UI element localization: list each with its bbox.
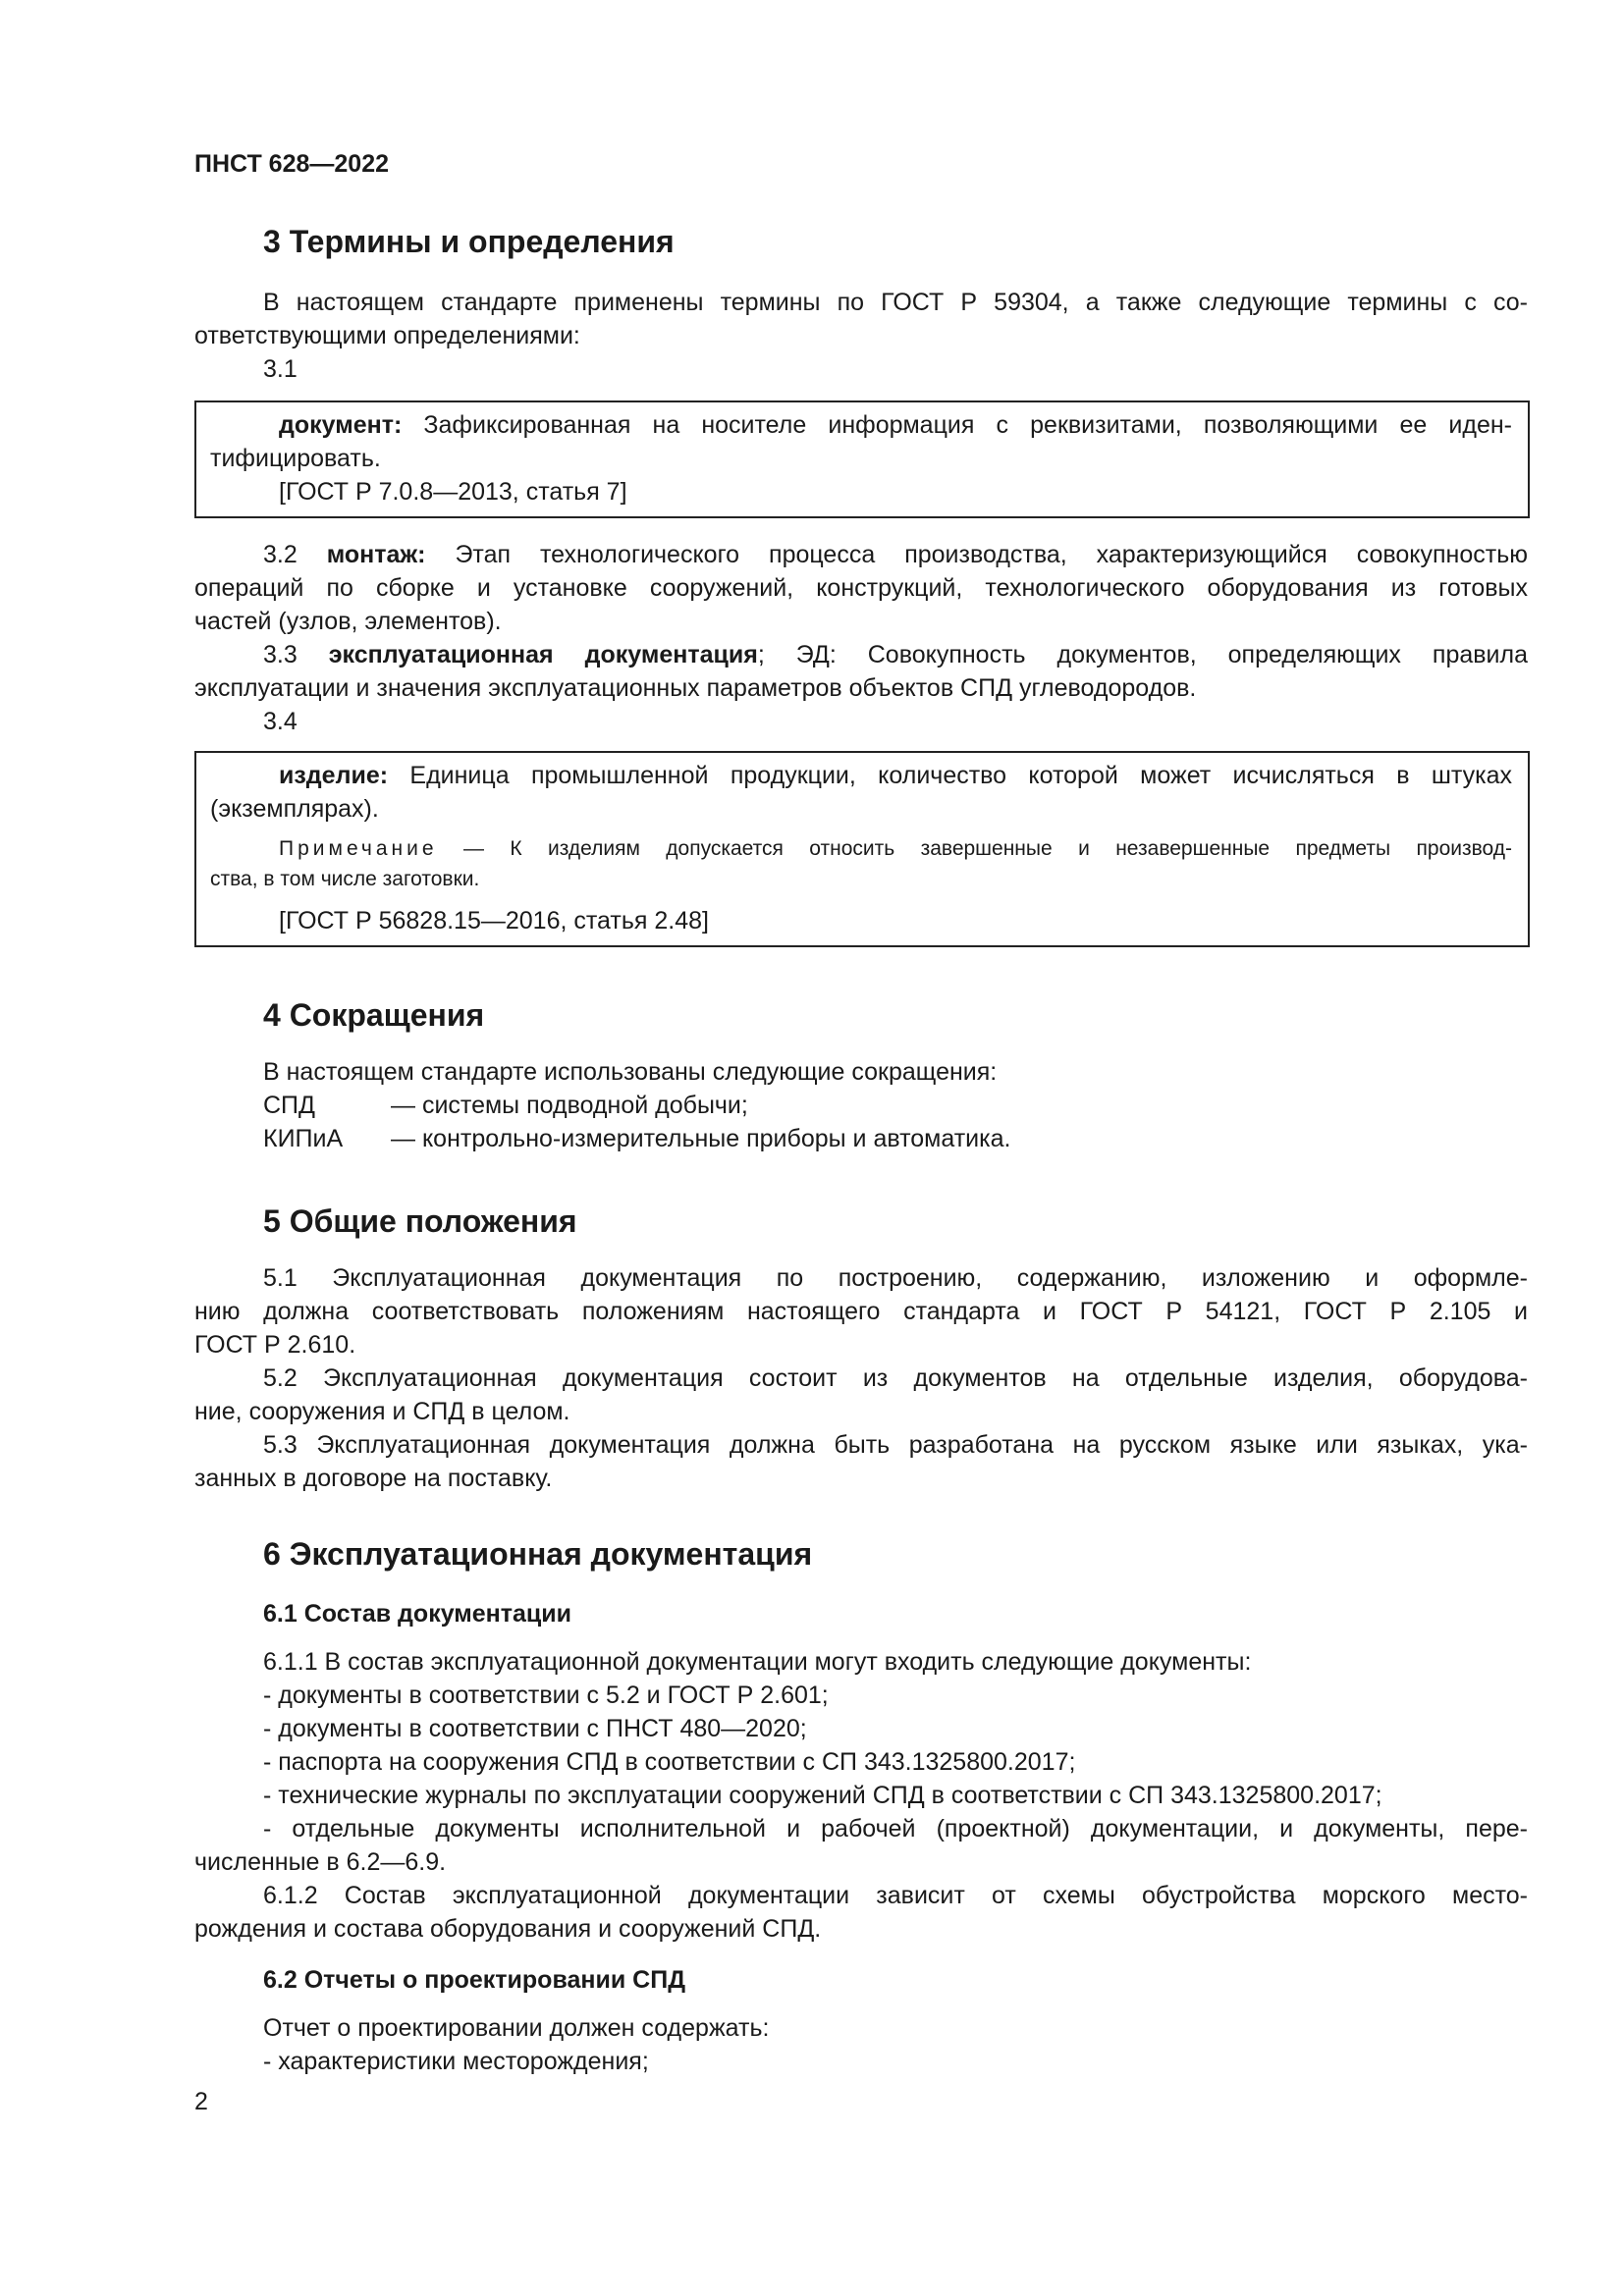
term-3-1-term: документ: <box>279 411 403 439</box>
abbreviation-item <box>263 1089 1528 1122</box>
abbreviation-term: СПД <box>263 1092 315 1119</box>
intro-line-1: В настоящем стандарте применены термины по ГОСТ Р 59304, а также следующие термины с со- <box>263 289 1528 316</box>
term-3-3-line-2: эксплуатации и значения эксплуатационных параметров объектов СПД углеводородов. <box>194 674 1197 702</box>
section-6-1-title: 6.1 Состав документации <box>263 1600 572 1628</box>
abbreviation-item <box>263 1122 1528 1155</box>
section-6-1-body <box>194 1645 1528 1946</box>
para-5-1-line-3: ГОСТ Р 2.610. <box>194 1331 356 1359</box>
term-3-4-box <box>194 751 1530 947</box>
list-item: - паспорта на сооружения СПД в соответствии с СП 343.1325800.2017; <box>263 1748 1076 1776</box>
abbreviation-desc: — контрольно-измерительные приборы и автоматика. <box>391 1125 1011 1152</box>
list-item: - документы в соответствии с ПНСТ 480—2020; <box>263 1715 807 1742</box>
term-3-1-def-line-1: документ: Зафиксированная на носителе информация с реквизитами, позволяющими ее иден- <box>279 411 1512 439</box>
intro-line-2: ответствующими определениями: <box>194 322 580 349</box>
term-3-4-def-line-2: (экземплярах). <box>210 795 379 823</box>
section-3-intro <box>194 286 1528 386</box>
term-3-1-def-line-2: тифицировать. <box>210 445 381 472</box>
term-3-2-term: монтаж: <box>326 541 426 568</box>
section-3-title: 3 Термины и определения <box>263 224 675 259</box>
term-3-1-box <box>194 400 1530 518</box>
para-5-1-line-1: 5.1 Эксплуатационная документация по построению, содержанию, изложению и оформле- <box>263 1264 1528 1292</box>
term-3-2-line-2: операций по сборке и установке сооружений, конструкций, технологического оборудования из готовых <box>194 574 1528 602</box>
terms-3-2-3-4 <box>194 538 1528 738</box>
note-label: Примечание <box>279 837 438 860</box>
section-6-title: 6 Эксплуатационная документация <box>263 1536 813 1572</box>
term-3-4-number: 3.4 <box>263 708 298 735</box>
document-code: ПНСТ 628—2022 <box>194 150 389 178</box>
para-5-3-line-1: 5.3 Эксплуатационная документация должна быть разработана на русском языке или языках, ука- <box>263 1431 1528 1459</box>
list-item: - характеристики месторождения; <box>263 2048 649 2075</box>
list-item: - технические журналы по эксплуатации сооружений СПД в соответствии с СП 343.1325800.2017; <box>263 1782 1382 1809</box>
para-5-2-line-2: ние, сооружения и СПД в целом. <box>194 1398 570 1425</box>
section-5-title: 5 Общие положения <box>263 1203 577 1239</box>
para-6-1-2-line-1: 6.1.2 Состав эксплуатационной документации зависит от схемы обустройства морского место- <box>263 1882 1528 1909</box>
section-4-intro: В настоящем стандарте использованы следующие сокращения: <box>263 1058 998 1086</box>
term-3-4-source: [ГОСТ Р 56828.15—2016, статья 2.48] <box>279 907 709 934</box>
page-number: 2 <box>194 2088 208 2115</box>
term-3-4-term: изделие: <box>279 762 389 789</box>
term-3-1-source: [ГОСТ Р 7.0.8—2013, статья 7] <box>279 478 627 506</box>
section-6-2-body <box>194 2011 1528 2078</box>
term-3-3-term: эксплуатационная документация <box>328 641 758 668</box>
term-3-2-line-3: частей (узлов, элементов). <box>194 608 502 635</box>
abbreviation-term: КИПиА <box>263 1125 344 1152</box>
abbreviations-list <box>194 1089 1528 1155</box>
section-4-title: 4 Сокращения <box>263 997 485 1033</box>
abbreviation-desc: — системы подводной добычи; <box>391 1092 748 1119</box>
para-6-1-2-line-2: рождения и состава оборудования и сооружений СПД. <box>194 1915 822 1943</box>
section-4-body <box>194 1055 1528 1155</box>
term-3-4-def-line-1: изделие: Единица промышленной продукции, количество которой может исчисляться в штуках <box>279 762 1512 789</box>
term-3-4-note-line-2: ства, в том числе заготовки. <box>210 868 480 890</box>
list-item: - отдельные документы исполнительной и рабочей (проектной) документации, и документы, пере- <box>263 1815 1528 1842</box>
term-3-2-line-1: 3.2 монтаж: Этап технологического процесса производства, характеризующийся совокупностью <box>263 541 1528 568</box>
para-6-2: Отчет о проектировании должен содержать: <box>263 2014 770 2042</box>
para-6-1-1: 6.1.1 В состав эксплуатационной документации могут входить следующие документы: <box>263 1648 1252 1676</box>
list-item-continued: численные в 6.2—6.9. <box>194 1848 447 1876</box>
list-item: - документы в соответствии с 5.2 и ГОСТ Р 2.601; <box>263 1682 829 1709</box>
para-5-2-line-1: 5.2 Эксплуатационная документация состоит из документов на отдельные изделия, оборудова- <box>263 1364 1528 1392</box>
section-6-2-title: 6.2 Отчеты о проектировании СПД <box>263 1966 686 1994</box>
term-3-3-line-1: 3.3 эксплуатационная документация; ЭД: Совокупность документов, определяющих правила <box>263 641 1528 668</box>
term-3-4-note-line-1: Примечание — К изделиям допускается относить завершенные и незавершенные предметы производ- <box>279 837 1512 860</box>
para-5-1-line-2: нию должна соответствовать положениям настоящего стандарта и ГОСТ Р 54121, ГОСТ Р 2.105 и <box>194 1298 1528 1325</box>
term-3-1-number: 3.1 <box>263 355 298 383</box>
para-5-3-line-2: занных в договоре на поставку. <box>194 1465 553 1492</box>
section-5-body <box>194 1261 1528 1495</box>
